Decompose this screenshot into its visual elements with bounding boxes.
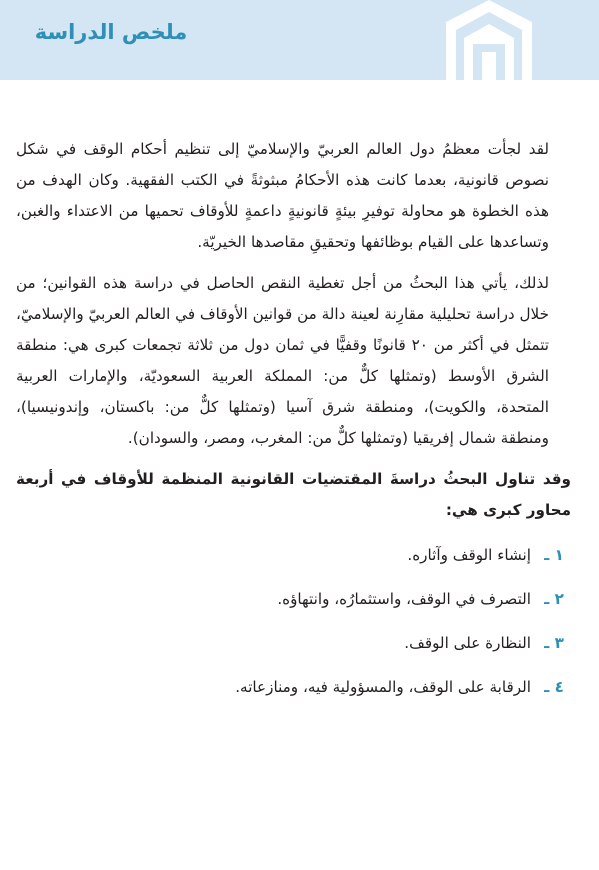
list-item <box>16 584 571 628</box>
list-text: إنشاء الوقف وآثاره. <box>407 546 531 564</box>
axes-list <box>16 540 571 716</box>
summary-content <box>16 134 571 716</box>
list-item <box>16 540 571 584</box>
paragraph-2: لذلك، يأتي هذا البحثُ من أجل تغطية النقص الحاصل في دراسة هذه القوانين؛ من خلال دراسة تحليلية مقارِنة لعينة دالة من قوانين الأوقاف في العالم العربيّ والإسلاميّ، تتمثل في أكثر من ٢٠ قانونًا وقفيًّا في ثمان دول من ثلاثة تجمعات كبرى هي: منطقة الشرق الأوسط (وتمثلها كلٌّ من: المملكة العربية السعوديّة، والإمارات العربية المتحدة، والكويت)، ومنطقة شرق آسيا (وتمثلها كلٌّ من: باكستان، وإندونيسيا)، ومنطقة شمال إفريقيا (وتمثلها كلٌّ من: المغرب، ومصر، والسودان). <box>16 274 549 447</box>
page-title: ملخص الدراسة <box>34 20 188 44</box>
list-number: ٣ ـ <box>544 634 564 652</box>
paragraph-1: لقد لجأت معظمُ دول العالم العربيّ والإسلاميّ إلى تنظيم أحكام الوقف في شكل نصوص قانونية، بعدما كانت هذه الأحكامُ مبثوثةً في الكتب الفقهية. وكان الهدف من هذه الخطوة هو محاولة توفيرِ بيئةٍ قانونيةٍ داعمةٍ للأوقاف تحميها من الاعتداء والغبن، وتساعدها على القيام بوظائفها وتحقيقِ مقاصدها الخيريّة. <box>16 140 549 251</box>
building-logo-icon <box>442 0 536 80</box>
list-item <box>16 672 571 716</box>
list-text: النظارة على الوقف. <box>404 634 531 652</box>
list-number: ٤ ـ <box>544 678 564 696</box>
list-item <box>16 628 571 672</box>
list-text: الرقابة على الوقف، والمسؤولية فيه، ومنازعاته. <box>235 678 531 696</box>
list-number: ١ ـ <box>544 546 564 564</box>
axes-intro: وقد تناول البحثُ دراسةَ المقتضيات القانونية المنظمة للأوقاف في أربعة محاور كبرى هي: <box>16 470 571 519</box>
list-text: التصرف في الوقف، واستثمارُه، وانتهاؤه. <box>277 590 531 608</box>
list-number: ٢ ـ <box>544 590 564 608</box>
